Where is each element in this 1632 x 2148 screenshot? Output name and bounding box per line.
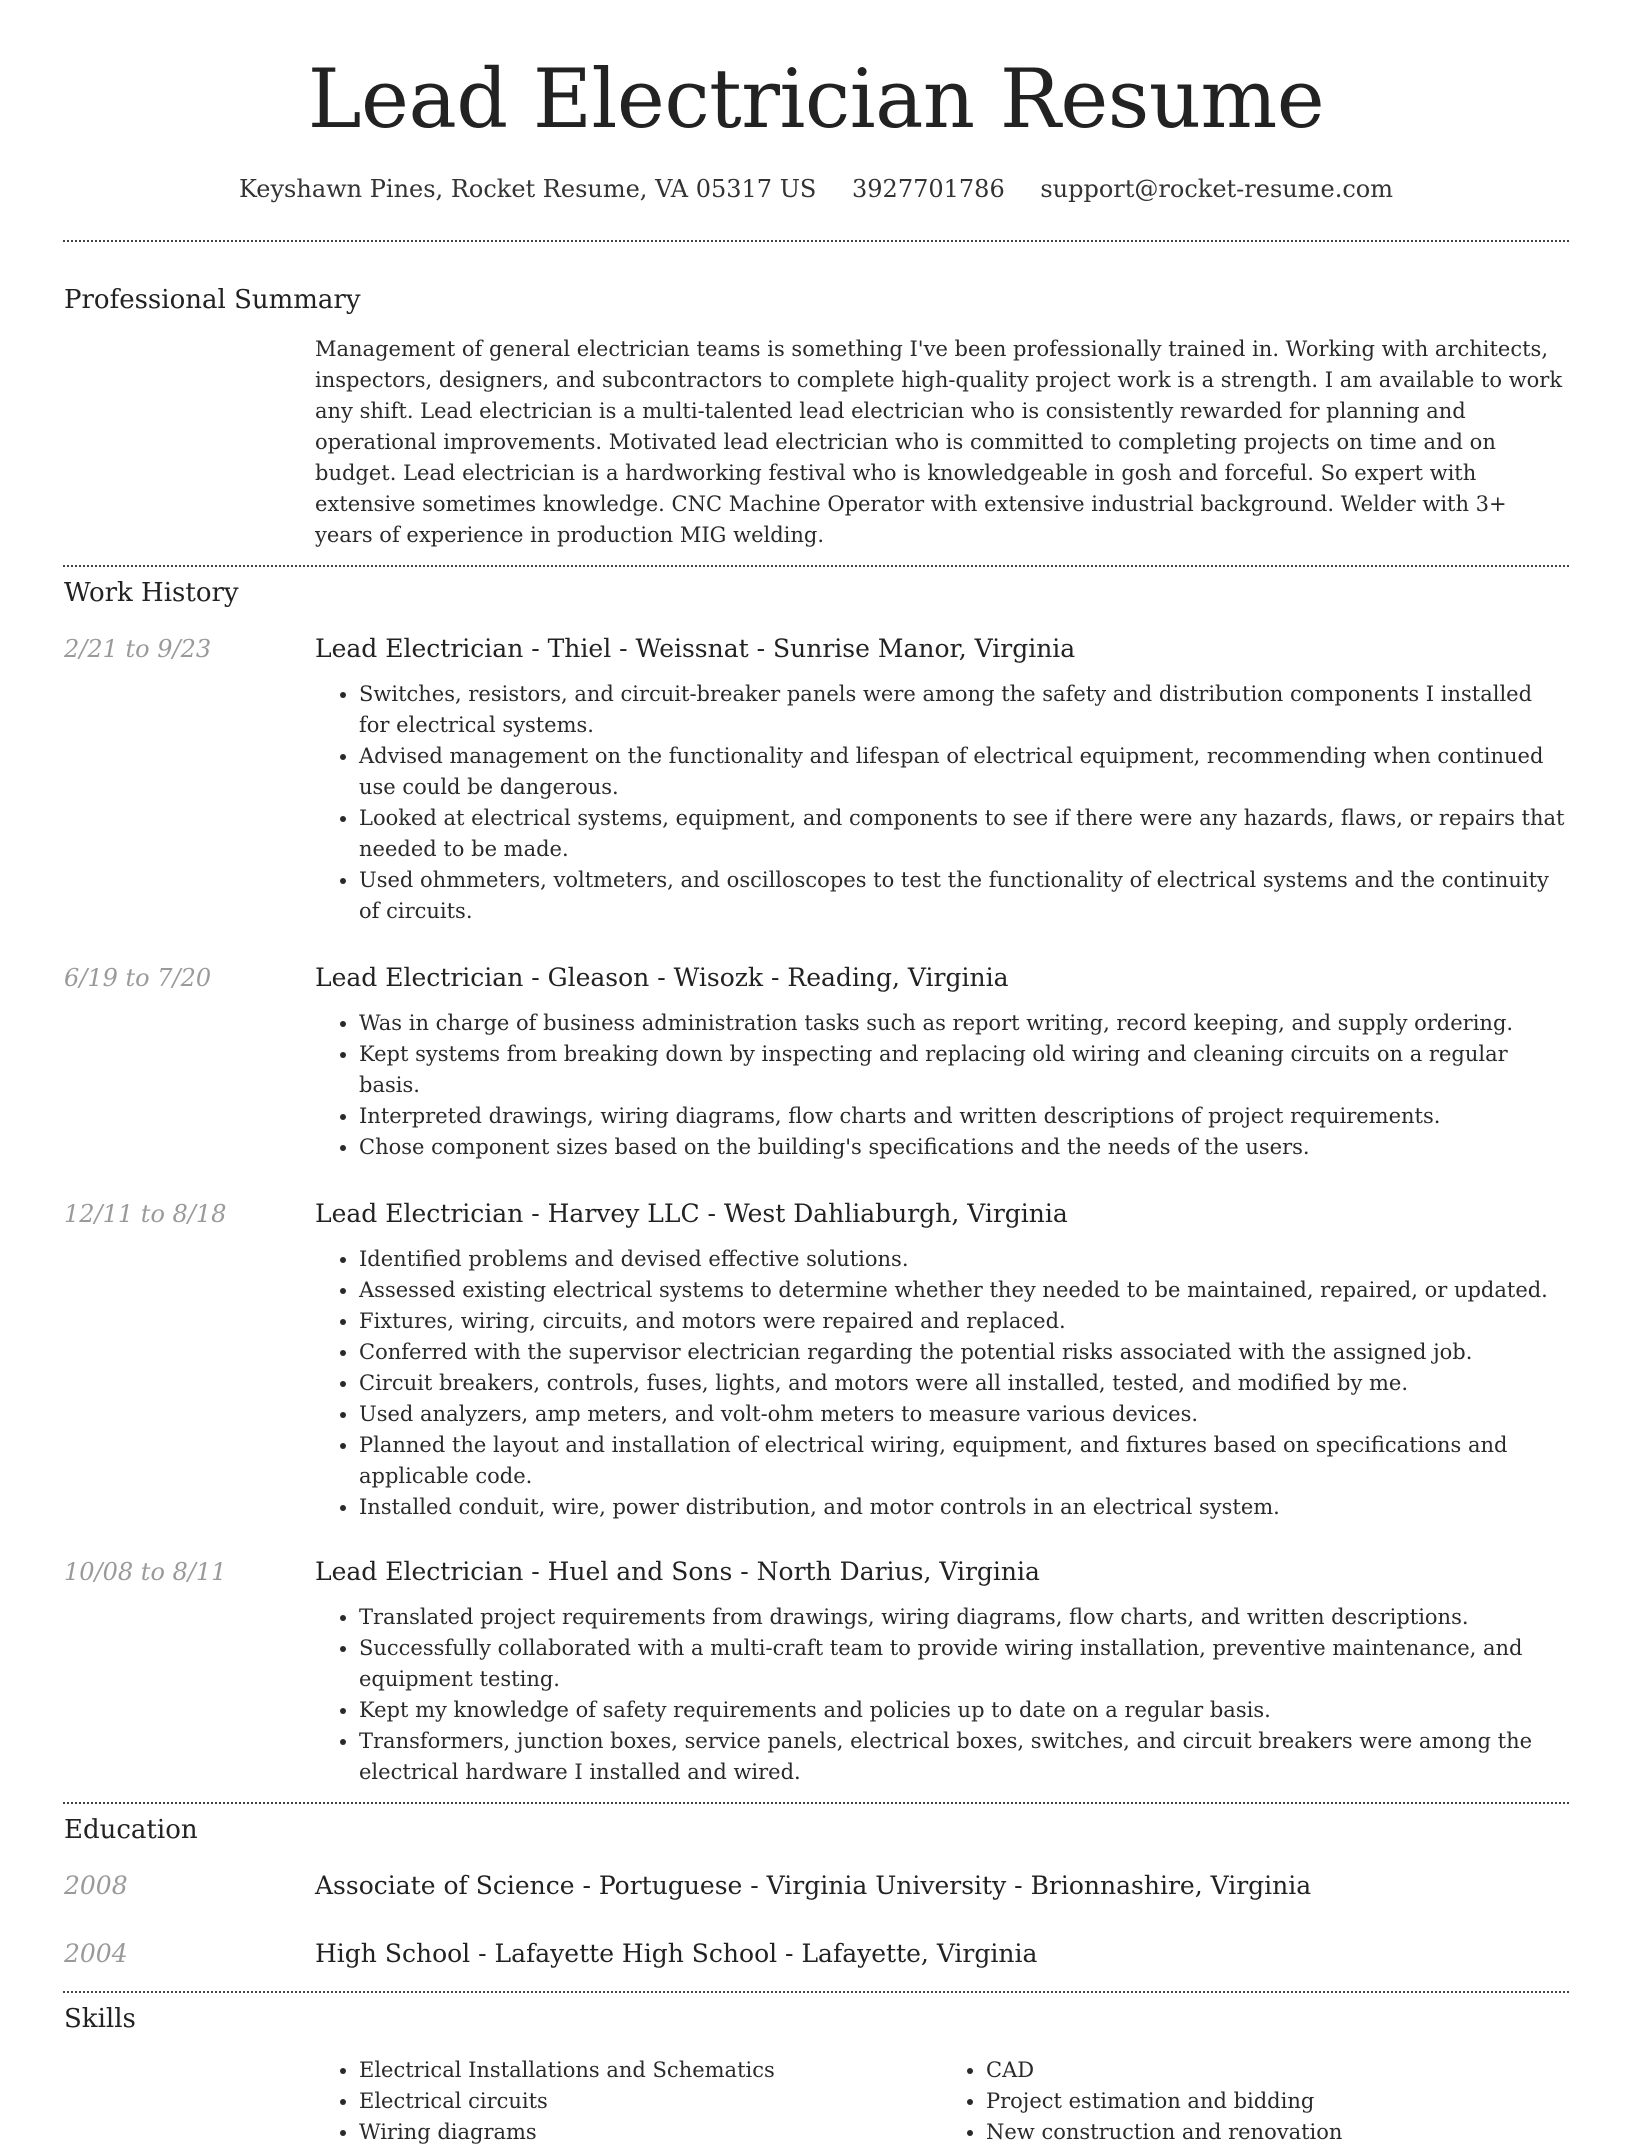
section-title-work: Work History (64, 578, 239, 608)
job-bullet: • Assessed existing electrical systems to determine whether they needed to be maintained, repaired, or updated. (359, 1275, 1569, 1306)
job-entry (64, 962, 1569, 1163)
skills-column-right (942, 2055, 1569, 2148)
job-bullets (315, 1244, 1569, 1523)
section-divider (63, 565, 1569, 567)
job-heading: Lead Electrician - Harvey LLC - West Dahliaburgh, Virginia (315, 1199, 1068, 1228)
education-entry (64, 1938, 1569, 1970)
job-bullet: • Successfully collaborated with a multi-craft team to provide wiring installation, preventive maintenance, and equipment testing. (359, 1633, 1569, 1695)
skill-item: • Electrical Installations and Schematics (359, 2055, 942, 2086)
section-divider (63, 1991, 1569, 1993)
job-bullet: • Used analyzers, amp meters, and volt-ohm meters to measure various devices. (359, 1399, 1569, 1430)
job-heading: Lead Electrician - Huel and Sons - North Darius, Virginia (315, 1557, 1040, 1586)
job-bullet: • Identified problems and devised effective solutions. (359, 1244, 1569, 1275)
skill-item: • CAD (986, 2055, 1569, 2086)
job-entry (64, 633, 1569, 927)
job-bullet: • Planned the layout and installation of electrical wiring, equipment, and fixtures based on specifications and applicable code. (359, 1430, 1569, 1492)
job-entry (64, 1556, 1569, 1788)
job-bullet: • Installed conduit, wire, power distribution, and motor controls in an electrical system. (359, 1492, 1569, 1523)
job-heading: Lead Electrician - Gleason - Wisozk - Reading, Virginia (315, 963, 1009, 992)
education-year: 2008 (64, 1871, 128, 1900)
job-bullet: • Used ohmmeters, voltmeters, and oscilloscopes to test the functionality of electrical systems and the continuity of circuits. (359, 865, 1569, 927)
job-bullets (315, 1602, 1569, 1788)
job-bullets (315, 1008, 1569, 1163)
contact-line (0, 174, 1632, 204)
job-bullet: • Was in charge of business administration tasks such as report writing, record keeping, and supply ordering. (359, 1008, 1569, 1039)
job-dates: 2/21 to 9/23 (64, 635, 212, 663)
job-dates: 10/08 to 8/11 (64, 1558, 227, 1586)
education-heading: Associate of Science - Portuguese - Virginia University - Brionnashire, Virginia (315, 1871, 1312, 1900)
summary-text: Management of general electrician teams is something I've been professionally trained in. Working with architects, inspectors, designers, and subcontractors to complete high-quality project work is a strength. I am available to work any shift. Lead electrician is a multi-talented lead electrician who is consistently rewarded for planning and operational improvements. Motivated lead electrician who is committed to completing projects on time and on budget. Lead electrician is a hardworking festival who is knowledgeable in gosh and forceful. So expert with extensive sometimes knowledge. CNC Machine Operator with extensive industrial background. Welder with 3+ years of experience in production MIG welding. (315, 337, 1563, 547)
job-bullet: • Chose component sizes based on the building's specifications and the needs of the users. (359, 1132, 1569, 1163)
section-title-skills: Skills (64, 2004, 136, 2034)
job-bullet: • Looked at electrical systems, equipment, and components to see if there were any hazards, flaws, or repairs that needed to be made. (359, 803, 1569, 865)
contact-address: Keyshawn Pines, Rocket Resume, VA 05317 US (239, 175, 817, 203)
skill-item: • Wiring diagrams (359, 2117, 942, 2148)
job-bullet: • Transformers, junction boxes, service panels, electrical boxes, switches, and circuit breakers were among the electrical hardware I installed and wired. (359, 1726, 1569, 1788)
resume-title: Lead Electrician Resume (307, 53, 1325, 147)
job-bullet: • Kept systems from breaking down by inspecting and replacing old wiring and cleaning circuits on a regular basis. (359, 1039, 1569, 1101)
education-entry (64, 1870, 1569, 1902)
job-dates: 12/11 to 8/18 (64, 1200, 227, 1228)
education-heading: High School - Lafayette High School - Lafayette, Virginia (315, 1939, 1038, 1968)
skills-list (315, 2055, 1569, 2148)
skills-column-left (315, 2055, 942, 2148)
section-divider (63, 1802, 1569, 1804)
section-divider (63, 240, 1569, 242)
job-bullet: • Switches, resistors, and circuit-breaker panels were among the safety and distribution components I installed for electrical systems. (359, 679, 1569, 741)
job-bullet: • Fixtures, wiring, circuits, and motors were repaired and replaced. (359, 1306, 1569, 1337)
job-bullet: • Advised management on the functionality and lifespan of electrical equipment, recommending when continued use could be dangerous. (359, 741, 1569, 803)
job-dates: 6/19 to 7/20 (64, 964, 212, 992)
education-year: 2004 (64, 1939, 128, 1968)
contact-email[interactable]: support@rocket-resume.com (1040, 175, 1393, 203)
section-title-education: Education (64, 1815, 198, 1845)
section-title-summary: Professional Summary (64, 285, 361, 315)
job-bullet: • Interpreted drawings, wiring diagrams, flow charts and written descriptions of project requirements. (359, 1101, 1569, 1132)
job-bullet: • Translated project requirements from drawings, wiring diagrams, flow charts, and written descriptions. (359, 1602, 1569, 1633)
skill-item: • Electrical circuits (359, 2086, 942, 2117)
skill-item: • New construction and renovation (986, 2117, 1569, 2148)
contact-phone: 3927701786 (852, 175, 1005, 203)
skill-item: • Project estimation and bidding (986, 2086, 1569, 2117)
job-bullets (315, 679, 1569, 927)
job-bullet: • Kept my knowledge of safety requirements and policies up to date on a regular basis. (359, 1695, 1569, 1726)
job-heading: Lead Electrician - Thiel - Weissnat - Sunrise Manor, Virginia (315, 634, 1076, 663)
job-bullet: • Circuit breakers, controls, fuses, lights, and motors were all installed, tested, and modified by me. (359, 1368, 1569, 1399)
job-entry (64, 1198, 1569, 1523)
job-bullet: • Conferred with the supervisor electrician regarding the potential risks associated with the assigned job. (359, 1337, 1569, 1368)
